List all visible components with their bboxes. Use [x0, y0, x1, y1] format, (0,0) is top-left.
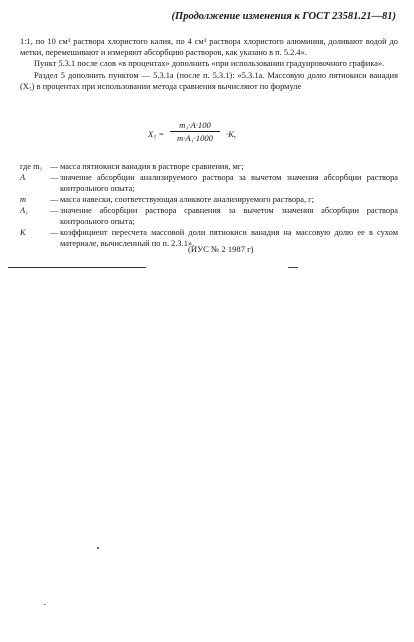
scan-speck — [44, 604, 46, 605]
paragraph-3: Раздел 5 дополнить пунктом — 5.3.1а (после п. 5.3.1): «5.3.1а. Массовую долю пятиокиси ванадия (X₅) в процентах при использовании метода сравнения вычисляют по формуле — [20, 70, 398, 91]
definition-row — [20, 172, 398, 194]
definition-text: масса навески, соответствующая аликвоте анализируемого раствора, г; — [60, 195, 314, 204]
definition-row — [20, 205, 398, 227]
definition-text: масса пятиокиси ванадия в растворе сравнения, мг; — [60, 162, 244, 171]
definition-symbol: K — [20, 228, 26, 237]
formula-fraction — [170, 120, 220, 143]
definition-symbol: A — [20, 173, 26, 182]
definition-dash: — — [50, 228, 59, 237]
paragraph-2: Пункт 5.3.1 после слов «в процентах» дополнить «при использовании градуировочного графика». — [34, 59, 385, 69]
definition-dash: — — [50, 162, 59, 171]
definition-symbol: m — [20, 195, 27, 204]
paragraph-1: 1:1, по 10 см³ раствора хлористого калия, по 4 см³ раствора хлористого алюминия, доливают водой до метки, перемешивают и измеряют абсорбцию растворов, как указано в п. 5.2.4». — [20, 37, 398, 58]
definition-row — [20, 194, 398, 205]
separator-line-right — [288, 267, 298, 268]
source-note: (ИУС № 2 1987 г) — [188, 244, 254, 254]
definitions-list — [20, 161, 398, 249]
definition-text: значение абсорбции анализируемого раствора за вычетом значения абсорбции раствора контрольного опыта; — [60, 173, 398, 193]
definition-symbol: где m₁ — [20, 162, 43, 171]
formula-numerator: m₁·A·100 — [170, 120, 220, 132]
formula-denominator: m·A₁·1000 — [177, 133, 213, 143]
scan-speck — [97, 547, 99, 549]
formula-multiplier: ·K, — [226, 129, 237, 139]
definition-row — [20, 161, 398, 172]
text-block — [20, 36, 398, 92]
definition-dash: — — [50, 195, 59, 204]
definition-text: коэффициент пересчета массовой доли пятиокиси ванадия на массовую долю ее в сухом материале, вычисленный по п. 2.3.1». — [60, 228, 398, 248]
definition-text: значение абсорбции раствора сравнения за вычетом значения абсорбции раствора контрольного опыта; — [60, 206, 398, 226]
definition-dash: — — [50, 173, 59, 182]
definition-dash: — — [50, 206, 59, 215]
formula — [148, 120, 298, 150]
definition-symbol: A₁ — [20, 206, 29, 215]
separator-line-left — [8, 267, 146, 268]
formula-lhs: X₅ = — [148, 129, 165, 139]
page-header: (Продолжение изменения к ГОСТ 23581.21—81) — [171, 11, 396, 22]
